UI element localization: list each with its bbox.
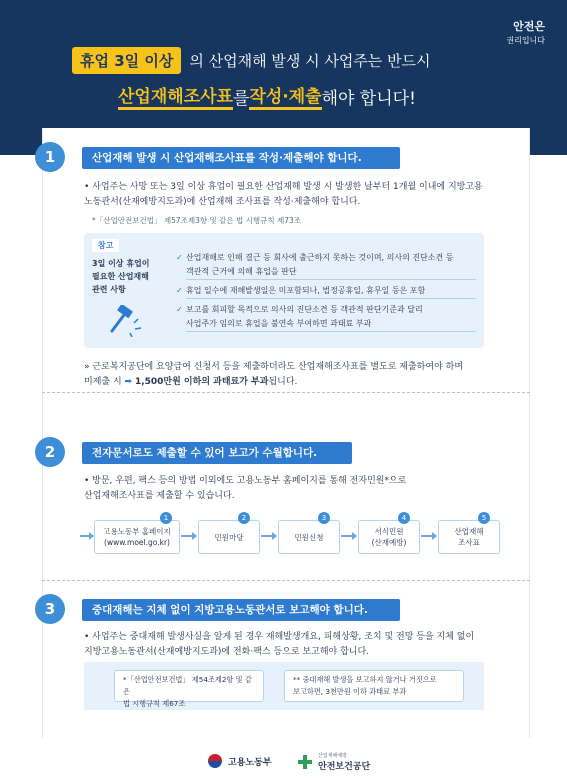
section-divider xyxy=(42,580,530,581)
moel-logo xyxy=(208,754,271,768)
check-icon: ✓ xyxy=(176,305,183,314)
logo-main-text: 안전은 xyxy=(513,20,545,33)
penalty-amount: 1,500만원 이하의 과태료가 부과 xyxy=(134,377,269,387)
section-divider xyxy=(42,392,530,393)
kosha-logo xyxy=(298,752,370,772)
penalty-line-2-prefix: 미제출 시 xyxy=(84,377,122,387)
moel-name: 고용노동부 xyxy=(228,757,272,768)
flow-arrow xyxy=(341,535,353,537)
penalty-line-1: » 근로복지공단에 요양급여 신청서 등을 제출하더라도 산업재해조사표를 별도로 제출하여야 하며 xyxy=(84,362,464,372)
penalty-line-2 xyxy=(84,375,504,390)
headline-text-1: 의 산업재해 발생 시 사업주는 반드시 xyxy=(189,51,431,70)
headline-text-2b: 해야 합니다! xyxy=(321,88,416,109)
legal-note-2-line-2: 보고하면, 3천만원 이하 과태료 부과 xyxy=(293,687,407,696)
headline-highlight-report: 산업재해조사표 xyxy=(118,82,233,110)
flow-arrow xyxy=(421,535,433,537)
reference-item xyxy=(176,251,476,280)
reference-list xyxy=(176,251,476,336)
penalty-line-2-suffix: 됩니다. xyxy=(268,377,298,387)
flow-step-4-line-1: 서식민원 xyxy=(374,527,404,536)
reference-tag: 참고 xyxy=(92,239,119,252)
flow-step-1-line-2: (www.moel.go.kr) xyxy=(104,538,170,547)
section-1-line-1: • 사업주는 사망 또는 3일 이상 휴업이 필요한 산업재해 발생 시 발생한 날부터 1개월 이내에 지방고용 xyxy=(84,182,483,192)
legal-note-2 xyxy=(284,670,464,702)
reference-heading xyxy=(92,257,168,296)
submission-flow xyxy=(84,512,504,558)
legal-note-1-line-1: *「산업안전보건법」 제54조제2항 및 같은 xyxy=(123,675,252,696)
flow-step-4 xyxy=(358,520,420,554)
flow-step-4-line-2: (산재예방) xyxy=(371,538,407,547)
check-icon: ✓ xyxy=(176,253,183,262)
section-1-title: 산업재해 발생 시 산업재해조사표를 작성·제출해야 합니다. xyxy=(82,147,400,169)
section-2-paragraph xyxy=(84,474,494,504)
headline-highlight: 휴업 3일 이상 xyxy=(72,47,181,74)
legal-note-1 xyxy=(114,670,264,708)
section-3-paragraph xyxy=(84,630,494,660)
section-1-paragraph xyxy=(84,180,494,210)
reference-box xyxy=(84,233,484,348)
section-2-number: 2 xyxy=(35,437,65,467)
kosha-name: 안전보건공단 xyxy=(318,762,371,772)
legal-notes-box xyxy=(84,662,484,710)
section-3-line-2: 지방고용노동관서(산재예방지도과)에 전화·팩스 등으로 보고해야 합니다. xyxy=(84,647,370,657)
flow-step-3-number: 3 xyxy=(318,512,330,524)
flow-step-5-number: 5 xyxy=(478,512,490,524)
section-2-line-1: • 방문, 우편, 팩스 등의 방법 이외에도 고용노동부 홈페이지를 통해 전자민원*으로 xyxy=(84,476,407,486)
kosha-subtitle: 산업재해예방 xyxy=(318,753,347,759)
kosha-cross-icon xyxy=(298,755,312,769)
campaign-logo xyxy=(506,20,545,47)
flow-arrow xyxy=(181,535,193,537)
flow-step-1-line-1: 고용노동부 홈페이지 xyxy=(103,527,171,536)
flow-arrow xyxy=(80,535,90,537)
section-3-line-1: • 사업주는 중대재해 발생사실을 알게 된 경우 재해발생개요, 피해상황, 조치 및 전망 등을 지체 없이 xyxy=(84,632,475,642)
reference-heading-line-2: 필요한 산업재해 xyxy=(92,272,149,281)
reference-item-2: 휴업 일수에 재해발생일은 미포함되나, 법정공휴일, 휴무일 등은 포함 xyxy=(186,284,476,299)
flow-step-1-number: 1 xyxy=(160,512,172,524)
footer xyxy=(0,742,567,781)
flow-step-1 xyxy=(94,520,180,554)
flow-step-2-number: 2 xyxy=(238,512,250,524)
logo-sub-text: 권리입니다 xyxy=(506,36,545,45)
flow-step-3-line-1: 민원신청 xyxy=(294,532,324,542)
section-1-number: 1 xyxy=(35,142,65,172)
flow-step-5-line-1: 산업재해 xyxy=(454,527,484,536)
section-1-line-2: 노동관서(산재예방지도과)에 산업재해 조사표를 작성·제출해야 합니다. xyxy=(84,197,361,207)
reference-item xyxy=(176,303,476,332)
flow-step-5 xyxy=(438,520,500,554)
penalty-paragraph xyxy=(84,360,504,390)
flow-step-3 xyxy=(278,520,340,554)
flow-arrow xyxy=(261,535,273,537)
headline-line-1 xyxy=(72,46,431,74)
gavel-icon xyxy=(104,305,144,337)
reference-heading-line-1: 3일 이상 휴업이 xyxy=(92,259,150,268)
reference-item xyxy=(176,284,476,299)
section-2-line-2: 산업재해조사표를 제출할 수 있습니다. xyxy=(84,491,235,501)
reference-item-3-line-1: 보고를 회피할 목적으로 의사의 진단소견 등 객관적 판단기준과 달리 xyxy=(186,305,423,314)
reference-item-1-line-1: 산업재해로 인해 결근 등 회사에 출근하지 못하는 것이며, 의사의 진단소견 등 xyxy=(186,253,454,262)
taegeuk-icon xyxy=(208,754,222,768)
flow-step-5-line-2: 조사표 xyxy=(458,538,480,547)
section-2-title: 전자문서로도 제출할 수 있어 보고가 수월합니다. xyxy=(82,442,352,464)
reference-item-1-line-2: 객관적 근거에 의해 휴업을 판단 xyxy=(186,267,297,276)
reference-item-3-line-2: 사업주가 임의로 휴업을 불연속 부여하면 과태료 부과 xyxy=(186,319,372,328)
flow-step-2 xyxy=(198,520,260,554)
legal-note-1-line-2: 법 시행규칙 제67조 xyxy=(123,699,186,708)
section-3-title: 중대재해는 지체 없이 지방고용노동관서로 보고해야 합니다. xyxy=(82,599,400,621)
legal-note-2-line-1: ** 중대재해 발생을 보고하지 않거나 거짓으로 xyxy=(293,675,437,684)
headline-text-2a: 를 xyxy=(232,88,250,109)
flow-step-2-line-1: 민원마당 xyxy=(214,532,244,542)
headline-line-2 xyxy=(118,82,416,110)
arrow-right-icon: ➡ xyxy=(124,377,133,387)
reference-heading-line-3: 관련 사항 xyxy=(92,285,126,294)
section-1-note: *「산업안전보건법」 제57조제3항 및 같은 법 시행규칙 제73조 xyxy=(92,216,302,225)
section-3-number: 3 xyxy=(35,594,65,624)
check-icon: ✓ xyxy=(176,286,183,295)
flow-step-4-number: 4 xyxy=(398,512,410,524)
headline-highlight-submit: 작성·제출 xyxy=(249,82,321,110)
